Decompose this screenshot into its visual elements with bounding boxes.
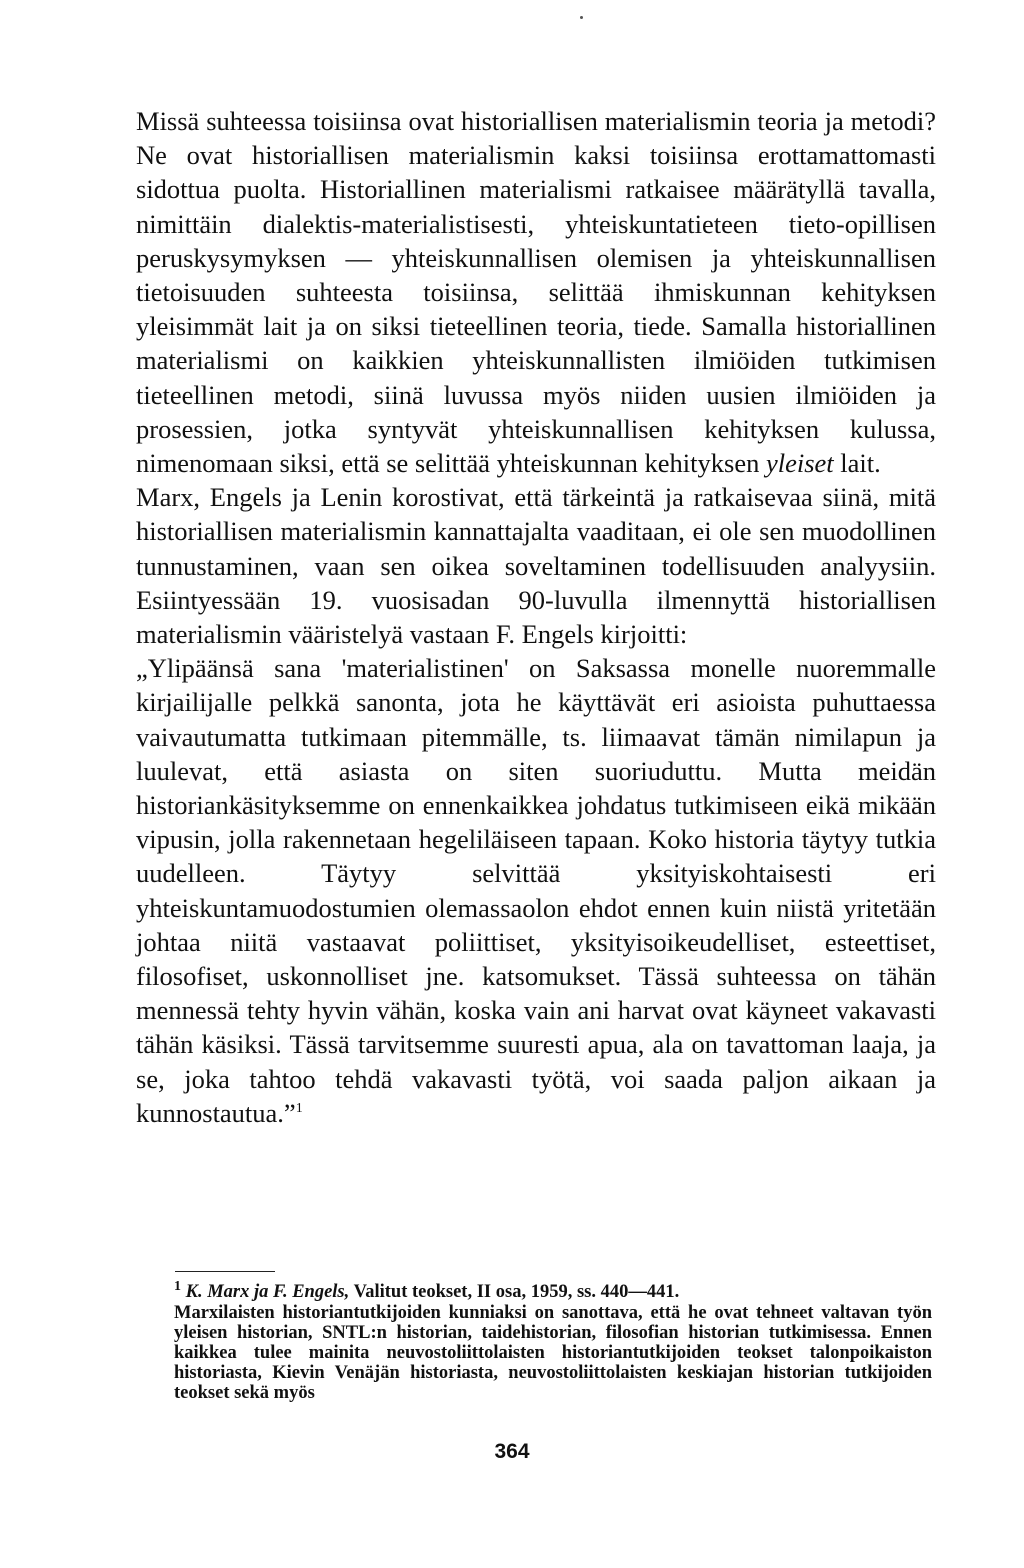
quote-text: „Ylipäänsä sana 'materialistinen' on Saksassa monelle nuoremmalle kirjailijalle pelkkä sanonta, jota he käyttävät eri asioista puhuttaessa vaivautumatta tutkimaan pitemmälle, ts. liimaavat tämän nimilapun ja luulevat, että asiasta on siten suoriuduttu. Mutta meidän historiankäsityksemme on ennenkaikkea johdatus tutkimiseen eikä mikään vipusin, jolla rakennetaan hegeliläiseen tapaan. Koko historia täytyy tutkia uudelleen. Täytyy selvittää yksityiskohtaisesti eri yhteiskuntamuodostumien olemassaolon ehdot ennen kuin niistä yritetään johtaa niitä vastaavat poliittiset, yksityisoikeudelliset, esteettiset, filosofiset, uskonnolliset jne. katsomukset. Tässä suhteessa on tähän mennessä tehty hyvin vähän, koska vain ani harvat ovat käyneet vakavasti tähän käsiksi. Tässä tarvitsemme suuresti apua, ala on tavattoman laaja, ja se, joka tahtoo tehdä vakavasti työtä, voi saada paljon aikaan ja kunnostautua.” <box>136 653 936 1128</box>
engels-quote <box>136 651 936 1130</box>
paragraph-1 <box>136 104 936 480</box>
page-number: 364 <box>494 1440 530 1463</box>
quote-footnote-ref: 1 <box>295 1101 303 1117</box>
stray-dot-mark <box>580 16 583 19</box>
footnotes <box>174 1278 932 1403</box>
footnote-1-text: Valitut teokset, II osa, 1959, ss. 440—441. <box>353 1282 680 1302</box>
footnote-2: Marxilaisten historiantutkijoiden kunniaksi on sanottava, että he ovat tehneet valtavan työn yleisen historian, SNTL:n historian, taidehistorian, filosofian historian tutkimisessa. Ennen kaikkea tulee mainita neuvostoliittolaisten historiantutkijoiden teokset talonpoikaiston historiasta, Kievin Venäjän historiasta, neuvostoliittolaisten keskiajan historian tutkijoiden teokset sekä myös <box>174 1303 932 1403</box>
page-body <box>136 104 936 1130</box>
footnote-1-mark: 1 <box>174 1278 181 1294</box>
paragraph-1-end: lait. <box>840 448 881 479</box>
footnote-1-authors: K. Marx ja F. Engels, <box>185 1282 350 1302</box>
paragraph-2: Marx, Engels ja Lenin korostivat, että tärkeintä ja ratkaisevaa siinä, mitä historiallisen materialismin kannattajalta vaaditaan, ei ole sen muodollinen tunnustaminen, vaan sen oikea soveltaminen todellisuuden analyysiin. Esiintyessään 19. vuosisadan 90-luvulla ilmennyttä historiallisen materialismin vääristelyä vastaan F. Engels kirjoitti: <box>136 482 936 650</box>
paragraph-1-emphasis: yleiset <box>765 448 834 479</box>
footnote-1 <box>174 1278 932 1302</box>
footnote-rule <box>175 1271 275 1272</box>
paragraph-1-text: Missä suhteessa toisiinsa ovat historiallisen materialismin teoria ja metodi? Ne ovat historiallisen materialismin kaksi toisiinsa erottamattomasti sidottua puolta. Historiallinen materialismi ratkaisee määrätyllä tavalla, nimittäin dialektis-materialistisesti, yhteiskuntatieteen tieto-opillisen peruskysymyksen — yhteiskunnallisen olemisen ja yhteiskunnallisen tietoisuuden suhteesta toisiinsa, selittää ihmiskunnan kehityksen yleisimmät lait ja on siksi tieteellinen teoria, tiede. Samalla historiallinen materialismi on kaikkien yhteiskunnallisten ilmiöiden tutkimisen tieteellinen metodi, siinä luvussa myös niiden uusien ilmiöiden ja prosessien, jotka syntyvät yhteiskunnallisen kehityksen kulussa, nimenomaan siksi, että se selittää yhteiskunnan kehityksen <box>136 106 936 479</box>
